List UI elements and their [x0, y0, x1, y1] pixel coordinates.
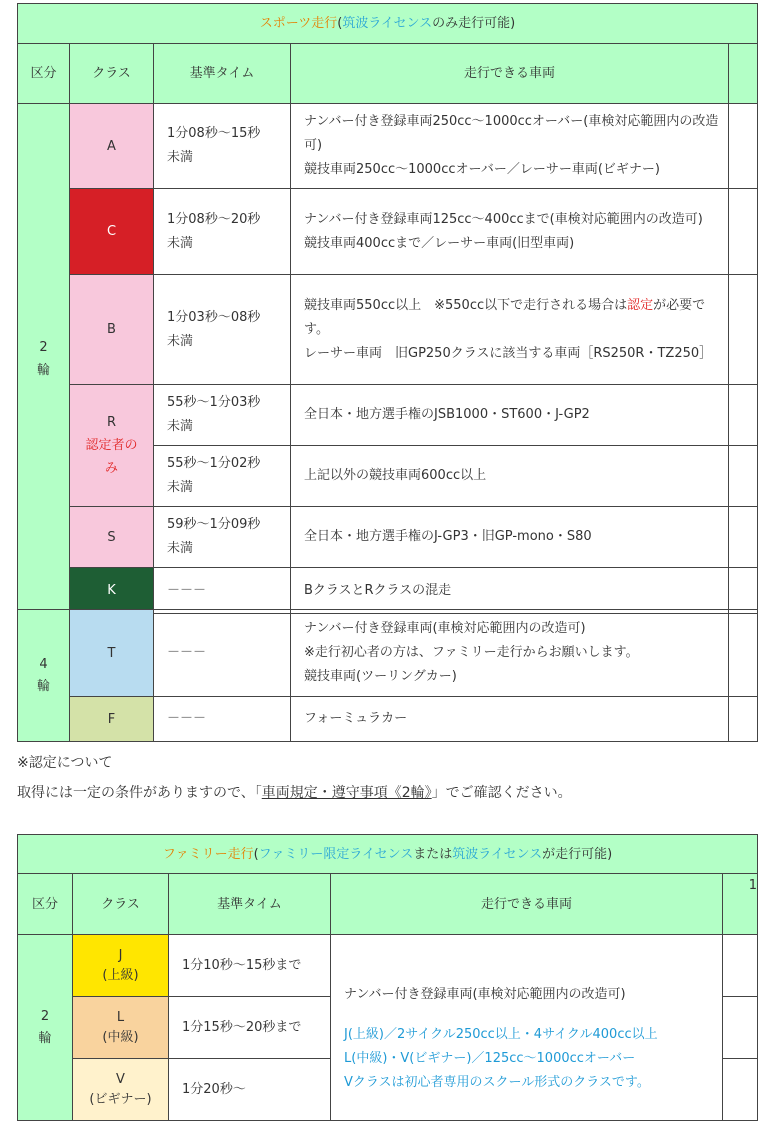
certification-note-text: 取得には一定の条件がありますので、「車両規定・遵守事項《2輪》」でご確認ください。 — [17, 785, 572, 801]
category-four-wheel: 4 輪 — [18, 610, 70, 742]
vehicle-cell: ナンバー付き登録車両(車検対応範囲内の改造可) J(上級)／2サイクル250cc以上・4サイクル400cc以上 L(中級)・V(ビギナー)／125cc～1000ccオーバー Vクラスは初心者専用のスクール形式のクラスです。 — [331, 935, 723, 1121]
table-row — [18, 104, 758, 189]
col-kubun: 区分 — [18, 874, 73, 935]
vehicle-cell: ナンバー付き登録車両125cc～400ccまで(車検対応範囲内の改造可) 競技車両400ccまで／レーサー車両(旧型車両) — [291, 189, 729, 275]
vehicle-cell: ナンバー付き登録車両250cc～1000ccオーバー(車検対応範囲内の改造可) 競技車両250cc～1000ccオーバー／レーサー車両(ビギナー) — [291, 104, 729, 189]
table-row — [18, 697, 758, 742]
vehicle-cell: フォーミュラカー — [291, 697, 729, 742]
vehicle-cell: ナンバー付き登録車両(車検対応範囲内の改造可) ※走行初心者の方は、ファミリー走行からお願いします。 競技車両(ツーリングカー) — [291, 610, 729, 697]
col-extra: 1 — [723, 874, 758, 935]
sports-table — [17, 3, 758, 614]
time-cell: 59秒～1分09秒 未満 — [154, 507, 291, 568]
family-table — [17, 834, 758, 1121]
col-time: 基準タイム — [169, 874, 331, 935]
table-row — [18, 610, 758, 697]
time-cell: 1分15秒～20秒まで — [169, 997, 331, 1059]
class-cell-F: F — [70, 697, 154, 742]
class-cell-L: L (中級) — [73, 997, 169, 1059]
class-cell-C: C — [70, 189, 154, 275]
class-cell-A: A — [70, 104, 154, 189]
time-cell: 1分03秒～08秒 未満 — [154, 275, 291, 385]
class-cell-K: K — [70, 568, 154, 614]
time-cell: －－－ — [154, 610, 291, 697]
vehicle-cell: 全日本・地方選手権のJ-GP3・旧GP-mono・S80 — [291, 507, 729, 568]
time-cell: －－－ — [154, 568, 291, 614]
sports-title: スポーツ走行(筑波ライセンスのみ走行可能) — [18, 4, 758, 44]
col-vehicle: 走行できる車両 — [291, 44, 729, 104]
table-row — [18, 507, 758, 568]
class-cell-V: V (ビギナー) — [73, 1059, 169, 1121]
time-cell: 1分08秒～20秒 未満 — [154, 189, 291, 275]
time-cell: 1分20秒～ — [169, 1059, 331, 1121]
class-cell-J: J (上級) — [73, 935, 169, 997]
col-extra — [729, 44, 758, 104]
table-row — [18, 568, 758, 614]
certified-only-note: 認定者の み — [85, 438, 138, 476]
time-cell: 1分08秒～15秒 未満 — [154, 104, 291, 189]
class-cell-S: S — [70, 507, 154, 568]
time-cell: －－－ — [154, 697, 291, 742]
family-title: ファミリー走行(ファミリー限定ライセンスまたは筑波ライセンスが走行可能) — [18, 835, 758, 874]
class-cell-R: R 認定者の み — [70, 385, 154, 507]
time-cell: 55秒～1分03秒 未満 — [154, 385, 291, 446]
col-time: 基準タイム — [154, 44, 291, 104]
table-row — [18, 935, 758, 997]
table-row — [18, 275, 758, 385]
category-two-wheel: 2 輪 — [18, 935, 73, 1121]
time-cell: 1分10秒～15秒まで — [169, 935, 331, 997]
vehicle-cell: 上記以外の競技車両600cc以上 — [291, 446, 729, 507]
vehicle-cell: 競技車両550cc以上 ※550cc以下で走行される場合は認定が必要です。 レーサー車両 旧GP250クラスに該当する車両［RS250R・TZ250］ — [291, 275, 729, 385]
sports-table-four-wheel — [17, 609, 758, 742]
vehicle-rules-link[interactable]: 車両規定・遵守事項《2輪》 — [261, 785, 432, 801]
class-cell-T: T — [70, 610, 154, 697]
table-row — [18, 189, 758, 275]
class-cell-B: B — [70, 275, 154, 385]
col-kubun: 区分 — [18, 44, 70, 104]
certification-note-heading: ※認定について — [17, 755, 113, 771]
vehicle-cell: 全日本・地方選手権のJSB1000・ST600・J-GP2 — [291, 385, 729, 446]
col-class: クラス — [73, 874, 169, 935]
table-row — [18, 385, 758, 446]
col-class: クラス — [70, 44, 154, 104]
vehicle-cell: BクラスとRクラスの混走 — [291, 568, 729, 614]
time-cell: 55秒～1分02秒 未満 — [154, 446, 291, 507]
category-two-wheel: 2 輪 — [18, 104, 70, 614]
col-vehicle: 走行できる車両 — [331, 874, 723, 935]
